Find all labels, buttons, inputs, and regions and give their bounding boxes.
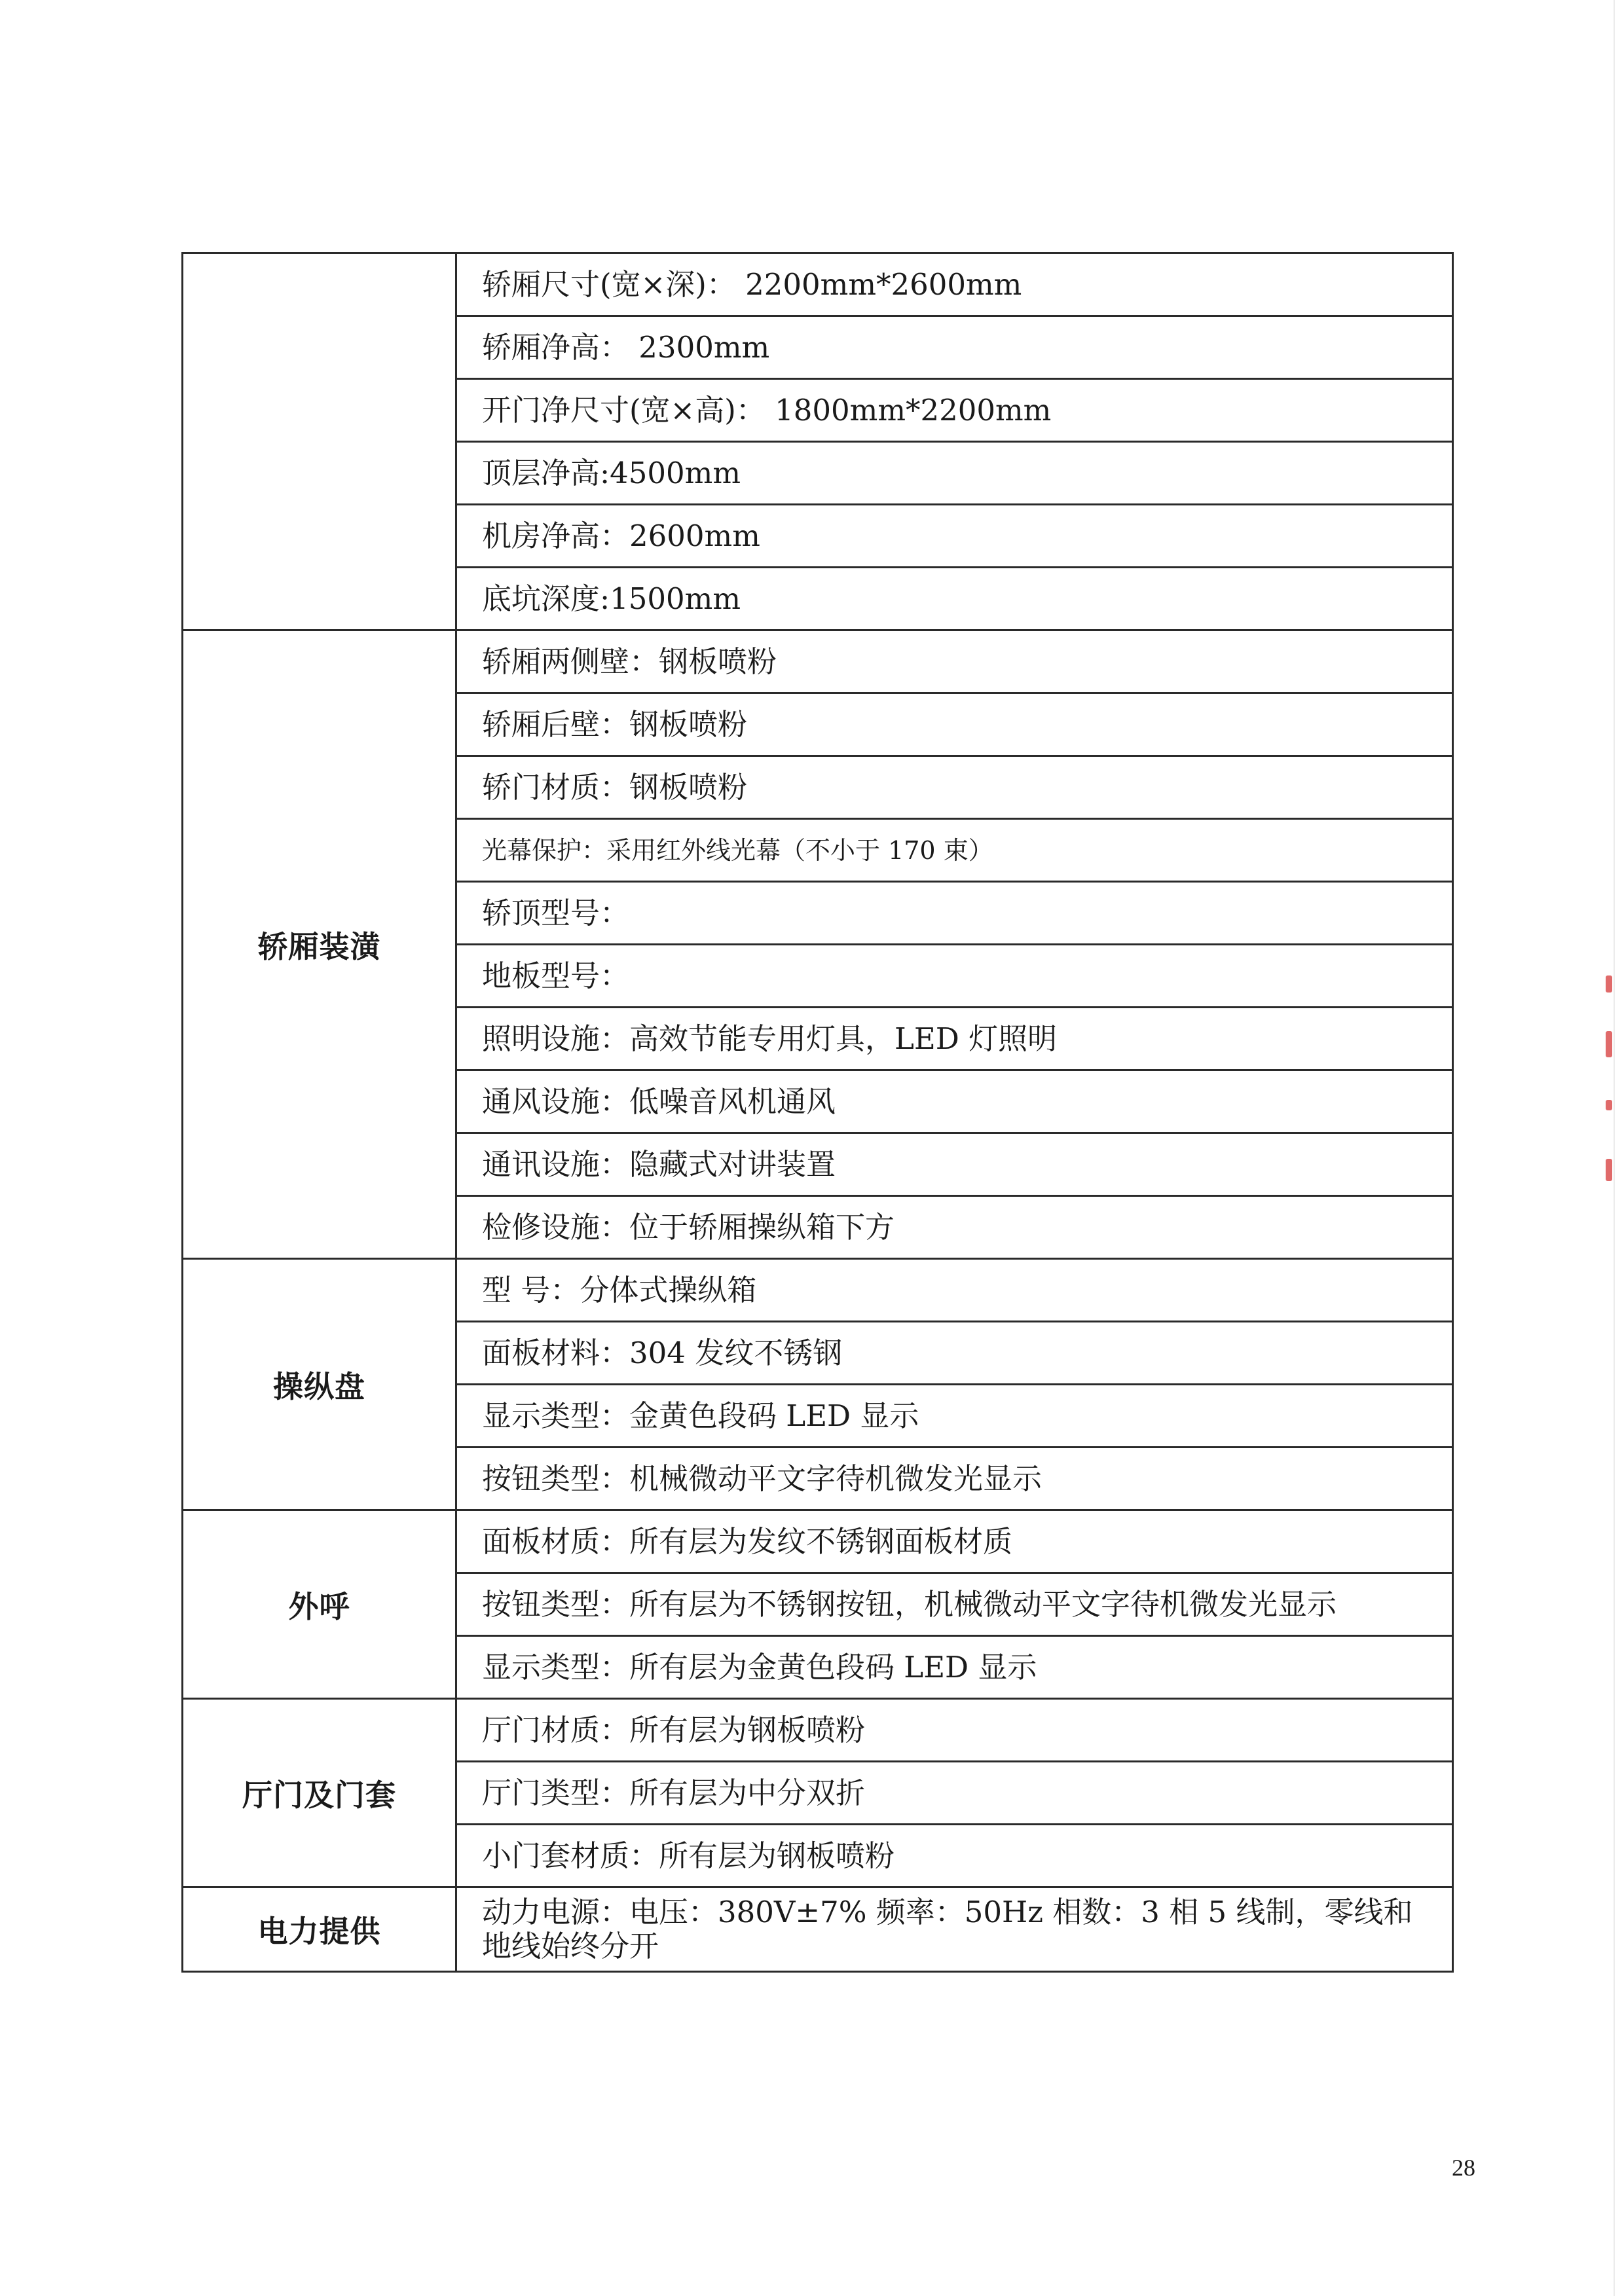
spec-item-cell: 照明设施：高效节能专用灯具，LED 灯照明 <box>456 1008 1453 1070</box>
margin-stamp-mark <box>1606 1031 1612 1057</box>
spec-item-cell: 厅门材质：所有层为钢板喷粉 <box>456 1699 1453 1762</box>
category-cell: 轿厢装潢 <box>183 630 456 1259</box>
category-cell: 电力提供 <box>183 1887 456 1972</box>
spec-item-cell: 型 号：分体式操纵箱 <box>456 1259 1453 1322</box>
spec-table-body <box>183 253 1453 1972</box>
table-row <box>183 1259 1453 1322</box>
page-number: 28 <box>1452 2155 1475 2181</box>
spec-item-cell: 按钮类型：所有层为不锈钢按钮，机械微动平文字待机微发光显示 <box>456 1573 1453 1636</box>
spec-item-cell: 开门净尺寸(宽×高)： 1800mm*2200mm <box>456 379 1453 442</box>
spec-item-cell: 面板材料：304 发纹不锈钢 <box>456 1322 1453 1385</box>
table-row <box>183 630 1453 693</box>
table-row <box>183 253 1453 316</box>
spec-item-cell: 面板材质：所有层为发纹不锈钢面板材质 <box>456 1510 1453 1573</box>
table-row <box>183 1510 1453 1573</box>
margin-stamp-mark <box>1606 1159 1612 1181</box>
spec-table <box>181 252 1454 1973</box>
spec-item-cell: 轿厢后壁：钢板喷粉 <box>456 693 1453 756</box>
spec-item-cell: 机房净高：2600mm <box>456 505 1453 568</box>
category-cell: 操纵盘 <box>183 1259 456 1510</box>
spec-item-cell: 轿厢两侧壁：钢板喷粉 <box>456 630 1453 693</box>
spec-item-cell: 通风设施：低噪音风机通风 <box>456 1070 1453 1133</box>
table-row <box>183 1887 1453 1972</box>
spec-item-cell: 轿厢尺寸(宽×深)： 2200mm*2600mm <box>456 253 1453 316</box>
table-row <box>183 1699 1453 1762</box>
category-cell <box>183 253 456 630</box>
spec-item-cell: 动力电源：电压：380V±7% 频率：50Hz 相数：3 相 5 线制，零线和地线始终分开 <box>456 1887 1453 1972</box>
spec-item-cell: 底坑深度:1500mm <box>456 568 1453 630</box>
spec-item-cell: 厅门类型：所有层为中分双折 <box>456 1762 1453 1825</box>
spec-item-cell: 显示类型：金黄色段码 LED 显示 <box>456 1385 1453 1448</box>
spec-item-cell: 检修设施：位于轿厢操纵箱下方 <box>456 1196 1453 1259</box>
category-cell: 厅门及门套 <box>183 1699 456 1887</box>
spec-item-cell: 通讯设施：隐藏式对讲装置 <box>456 1133 1453 1196</box>
spec-item-cell: 按钮类型：机械微动平文字待机微发光显示 <box>456 1448 1453 1510</box>
spec-item-cell: 轿厢净高： 2300mm <box>456 316 1453 379</box>
scan-edge-line <box>1614 0 1615 2296</box>
margin-stamp-mark <box>1606 1100 1612 1110</box>
margin-stamp-mark <box>1606 975 1612 993</box>
spec-item-cell: 轿门材质：钢板喷粉 <box>456 756 1453 819</box>
spec-item-cell: 光幕保护：采用红外线光幕（不小于 170 束） <box>456 819 1453 882</box>
spec-item-cell: 地板型号： <box>456 945 1453 1008</box>
spec-item-cell: 顶层净高:4500mm <box>456 442 1453 505</box>
spec-item-cell: 显示类型：所有层为金黄色段码 LED 显示 <box>456 1636 1453 1699</box>
category-cell: 外呼 <box>183 1510 456 1699</box>
spec-item-cell: 轿顶型号： <box>456 882 1453 945</box>
spec-item-cell: 小门套材质：所有层为钢板喷粉 <box>456 1825 1453 1887</box>
